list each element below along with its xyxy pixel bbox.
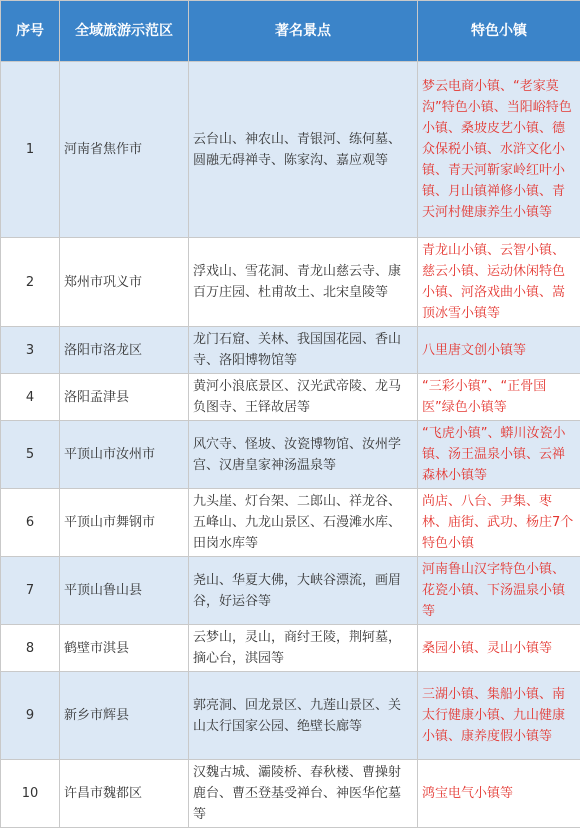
- row-towns: 青龙山小镇、云智小镇、慈云小镇、运动休闲特色小镇、河洛戏曲小镇、嵩顶冰雪小镇等: [418, 238, 580, 327]
- row-spots: 九头崖、灯台架、二郎山、祥龙谷、五峰山、九龙山景区、石漫滩水库、田岗水库等: [189, 489, 418, 557]
- row-towns: 八里唐文创小镇等: [418, 327, 580, 374]
- row-number: 3: [1, 327, 60, 374]
- table-row: [1, 374, 580, 421]
- row-towns: “三彩小镇”、“正骨国医”绿色小镇等: [418, 374, 580, 421]
- row-number: 4: [1, 374, 60, 421]
- header-no: 序号: [1, 1, 60, 62]
- row-spots: 龙门石窟、关林、我国国花园、香山寺、洛阳博物馆等: [189, 327, 418, 374]
- table-row: [1, 238, 580, 327]
- row-towns: 梦云电商小镇、“老家莫沟”特色小镇、当阳峪特色小镇、桑坡皮艺小镇、德众保税小镇、水浒文化小镇、青天河靳家岭红叶小镇、月山镇禅修小镇、青天河村健康养生小镇等: [418, 62, 580, 238]
- row-region: 新乡市辉县: [60, 672, 189, 760]
- table-row: [1, 421, 580, 489]
- table-row: [1, 760, 580, 828]
- row-towns: 鸿宝电气小镇等: [418, 760, 580, 828]
- header-region: 全域旅游示范区: [60, 1, 189, 62]
- row-spots: 云台山、神农山、青银河、练何墓、圆融无碍禅寺、陈家沟、嘉应观等: [189, 62, 418, 238]
- table-row: [1, 327, 580, 374]
- row-region: 许昌市魏都区: [60, 760, 189, 828]
- row-region: 鹤壁市淇县: [60, 625, 189, 672]
- row-spots: 黄河小浪底景区、汉光武帝陵、龙马负图寺、王铎故居等: [189, 374, 418, 421]
- row-number: 7: [1, 557, 60, 625]
- header-spots: 著名景点: [189, 1, 418, 62]
- row-spots: 尧山、华夏大佛，大峡谷漂流，画眉谷，好运谷等: [189, 557, 418, 625]
- row-region: 平顶山鲁山县: [60, 557, 189, 625]
- table-row: [1, 62, 580, 238]
- row-number: 1: [1, 62, 60, 238]
- row-towns: 河南鲁山汉字特色小镇、花瓷小镇、下汤温泉小镇等: [418, 557, 580, 625]
- row-spots: 云梦山，灵山，商纣王陵，荆轲墓，摘心台，淇园等: [189, 625, 418, 672]
- table-row: [1, 672, 580, 760]
- row-region: 洛阳孟津县: [60, 374, 189, 421]
- row-towns: 三湖小镇、集船小镇、南太行健康小镇、九山健康小镇、康养度假小镇等: [418, 672, 580, 760]
- row-number: 10: [1, 760, 60, 828]
- row-region: 洛阳市洛龙区: [60, 327, 189, 374]
- row-towns: 桑园小镇、灵山小镇等: [418, 625, 580, 672]
- row-region: 河南省焦作市: [60, 62, 189, 238]
- row-number: 2: [1, 238, 60, 327]
- row-towns: 尚店、八台、尹集、枣林、庙街、武功、杨庄7个特色小镇: [418, 489, 580, 557]
- table-row: [1, 489, 580, 557]
- row-region: 平顶山市汝州市: [60, 421, 189, 489]
- row-towns: “飞虎小镇”、蟒川汝瓷小镇、汤王温泉小镇、云禅森林小镇等: [418, 421, 580, 489]
- table-row: [1, 625, 580, 672]
- table-row: [1, 557, 580, 625]
- row-spots: 浮戏山、雪花洞、青龙山慈云寺、康百万庄园、杜甫故土、北宋皇陵等: [189, 238, 418, 327]
- row-number: 6: [1, 489, 60, 557]
- header-towns: 特色小镇: [418, 1, 580, 62]
- row-region: 郑州市巩义市: [60, 238, 189, 327]
- row-number: 8: [1, 625, 60, 672]
- row-number: 5: [1, 421, 60, 489]
- row-spots: 风穴寺、怪坡、汝瓷博物馆、汝州学宫、汉唐皇家神汤温泉等: [189, 421, 418, 489]
- row-number: 9: [1, 672, 60, 760]
- row-spots: 汉魏古城、灞陵桥、春秋楼、曹操射鹿台、曹丕登基受禅台、神医华佗墓等: [189, 760, 418, 828]
- row-spots: 郭亮洞、回龙景区、九莲山景区、关山太行国家公园、绝壁长廊等: [189, 672, 418, 760]
- row-region: 平顶山市舞钢市: [60, 489, 189, 557]
- table-header-row: [1, 1, 580, 62]
